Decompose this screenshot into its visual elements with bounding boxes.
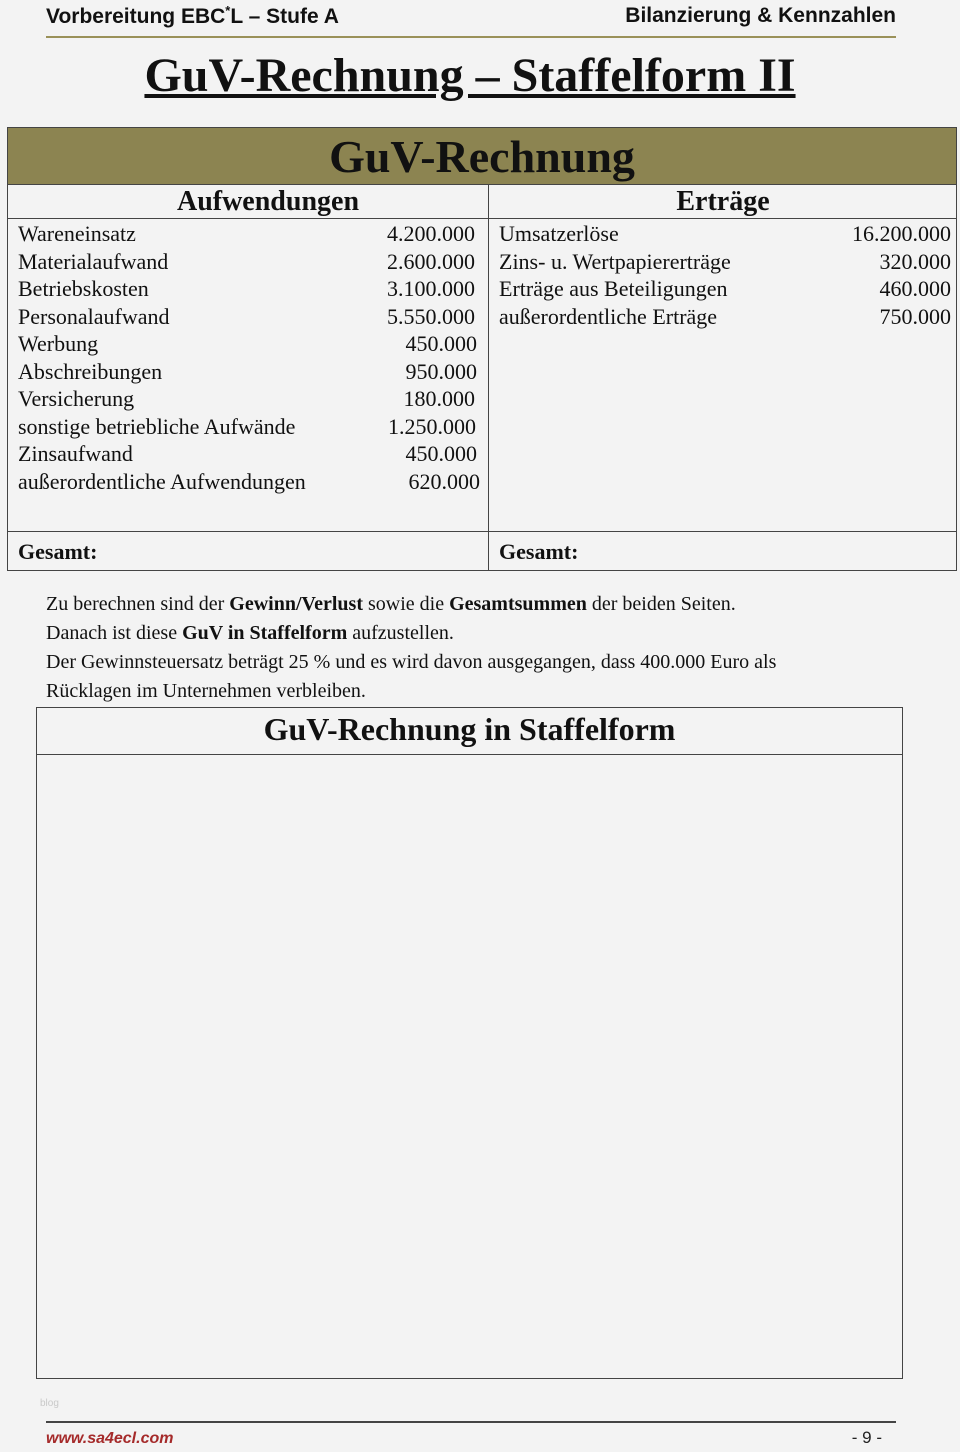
aufwand-value: 5.550.000 [387, 303, 475, 329]
ertraege-heading: Erträge [676, 186, 770, 217]
aufwendungen-heading: Aufwendungen [176, 186, 360, 217]
total-divider [8, 531, 956, 532]
gesamt-ertraege-label: Gesamt: [499, 539, 579, 564]
guv-title-band [8, 128, 956, 185]
ertrag-row [499, 275, 951, 302]
instr-text: der beiden Seiten. [586, 593, 736, 615]
gesamt-aufwendungen-label: Gesamt: [18, 539, 98, 564]
instr-text: sowie die [363, 593, 450, 615]
aufwand-row [18, 330, 477, 357]
aufwand-value: 950.000 [405, 358, 477, 384]
aufwand-value: 450.000 [405, 331, 477, 356]
header-level: L – Stufe A [230, 5, 339, 28]
ertrag-label: Zins- u. Wertpapiererträge [499, 248, 731, 274]
ertrag-label: außerordentliche Erträge [499, 303, 718, 329]
page-footer [46, 1421, 896, 1452]
page-number: - 9 - [851, 1428, 882, 1447]
instruction-line-1 [46, 590, 926, 619]
aufwand-label: Versicherung [18, 386, 135, 411]
page-title: GuV-Rechnung – Staffelform II [144, 49, 796, 102]
aufwand-label: Abschreibungen [18, 358, 163, 384]
ertrag-value: 750.000 [879, 303, 951, 329]
ertrag-row [499, 248, 951, 275]
instr-text: Zu berechnen sind der [46, 593, 230, 615]
footer-website: www.sa4ecl.com [46, 1430, 174, 1447]
instr-bold: Gewinn/Verlust [229, 593, 363, 615]
instr-text: Danach ist diese [46, 622, 183, 644]
aufwand-label: Werbung [18, 331, 99, 356]
instr-bold: GuV in Staffelform [182, 622, 348, 644]
ertrag-value: 320.000 [879, 248, 951, 274]
header-right: Bilanzierung & Kennzahlen [625, 4, 896, 27]
aufwand-row [18, 248, 475, 275]
guv-title: GuV-Rechnung [329, 131, 635, 182]
staffelform-box [36, 707, 903, 1379]
instructions [46, 590, 926, 706]
header-course: Vorbereitung EBC [46, 5, 226, 28]
staffelform-title: GuV-Rechnung in Staffelform [37, 708, 902, 755]
ertrag-value: 16.200.000 [852, 221, 951, 246]
instr-bold: Gesamtsummen [449, 593, 587, 615]
aufwand-label: sonstige betriebliche Aufwände [18, 413, 296, 439]
aufwand-value: 620.000 [408, 468, 480, 494]
aufwand-value: 3.100.000 [387, 276, 475, 301]
instruction-line-3: Der Gewinnsteuersatz beträgt 25 % und es wird davon ausgegangen, dass 400.000 Euro als [46, 651, 777, 673]
aufwand-label: Betriebskosten [18, 276, 149, 301]
aufwand-label: Wareneinsatz [18, 221, 136, 246]
aufwand-row [18, 440, 477, 467]
column-divider [488, 184, 489, 570]
aufwand-value: 2.600.000 [387, 248, 475, 274]
ertrag-label: Umsatzerlöse [499, 221, 619, 246]
page-header [46, 0, 896, 38]
aufwand-row [18, 303, 475, 330]
aufwand-value: 1.250.000 [388, 413, 476, 439]
header-sup: * [225, 3, 231, 18]
guv-table [7, 127, 957, 571]
aufwand-row [18, 358, 477, 385]
blog-watermark: blog [40, 1398, 59, 1409]
instruction-line-4: Rücklagen im Unternehmen verbleiben. [46, 680, 366, 702]
aufwand-value: 180.000 [403, 386, 475, 411]
head-divider [8, 218, 956, 219]
aufwand-value: 4.200.000 [387, 221, 475, 246]
aufwand-row [18, 413, 476, 440]
aufwand-label: Zinsaufwand [18, 441, 133, 466]
aufwand-value: 450.000 [405, 441, 477, 466]
instruction-line-2 [46, 619, 926, 648]
instr-text: aufzustellen. [347, 622, 454, 644]
aufwand-row [18, 385, 475, 412]
ertrag-value: 460.000 [879, 276, 951, 301]
ertrag-row [499, 220, 951, 247]
aufwand-row [18, 468, 480, 495]
header-left [46, 3, 339, 29]
ertrag-label: Erträge aus Beteiligungen [499, 276, 728, 301]
aufwand-label: Materialaufwand [18, 248, 169, 274]
aufwand-row [18, 220, 475, 247]
aufwand-label: Personalaufwand [18, 303, 170, 329]
ertrag-row [499, 303, 951, 330]
aufwand-label: außerordentliche Aufwendungen [18, 468, 306, 494]
aufwand-row [18, 275, 475, 302]
